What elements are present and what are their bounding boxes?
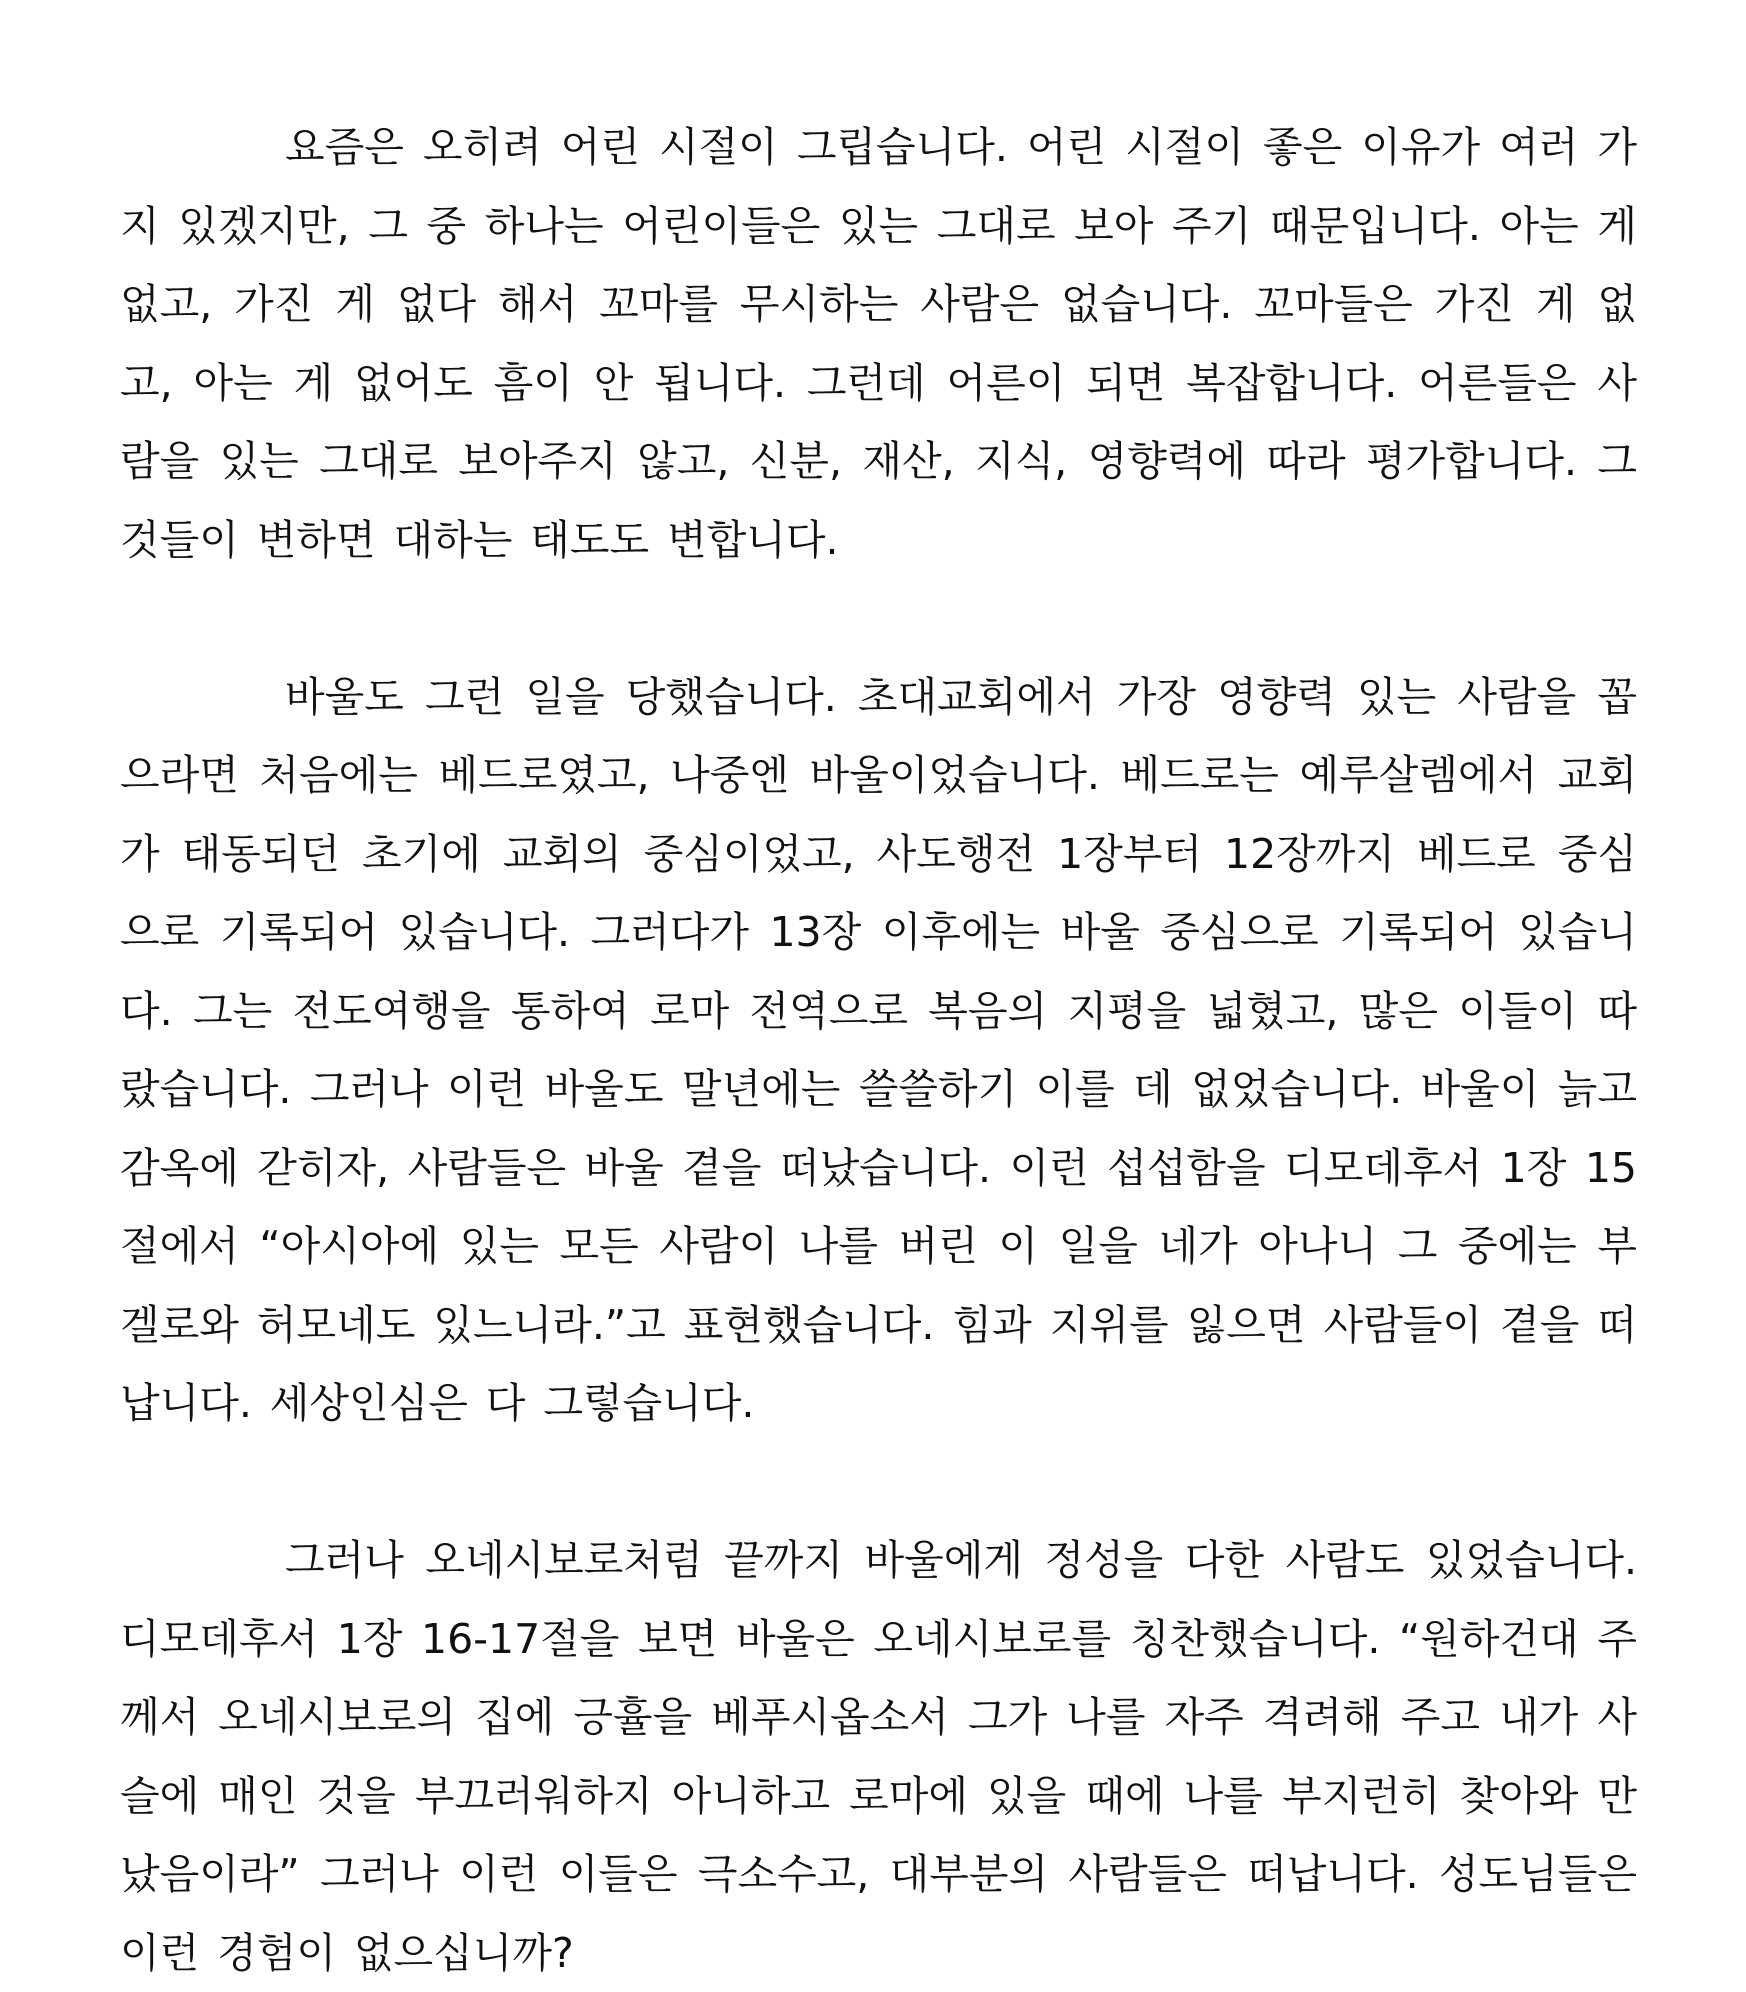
document-page [120,108,1637,1992]
paragraph-onesiphorus: 그러나 오네시보로처럼 끝까지 바울에게 정성을 다한 사람도 있었습니다. 디모데후서 1장 16-17절을 보면 바울은 오네시보로를 칭찬했습니다. “원하건대 주께서 오네시보로의 집에 긍휼을 베푸시옵소서 그가 나를 자주 격려해 주고 내가 사슬에 매인 것을 부끄러워하지 아니하고 로마에 있을 때에 나를 부지런히 찾아와 만났음이라” 그러나 이런 이들은 극소수고, 대부분의 사람들은 떠납니다. 성도님들은 이런 경험이 없으십니까? [120,1536,1637,1977]
paragraph-childhood: 요즘은 오히려 어린 시절이 그립습니다. 어린 시절이 좋은 이유가 여러 가지 있겠지만, 그 중 하나는 어린이들은 있는 그대로 보아 주기 때문입니다. 아는 게 없고, 가진 게 없다 해서 꼬마를 무시하는 사람은 없습니다. 꼬마들은 가진 게 없고, 아는 게 없어도 흠이 안 됩니다. 그런데 어른이 되면 복잡합니다. 어른들은 사람을 있는 그대로 보아주지 않고, 신분, 재산, 지식, 영향력에 따라 평가합니다. 그것들이 변하면 대하는 태도도 변합니다. [120,123,1637,564]
paragraph-paul: 바울도 그런 일을 당했습니다. 초대교회에서 가장 영향력 있는 사람을 꼽으라면 처음에는 베드로였고, 나중엔 바울이었습니다. 베드로는 예루살렘에서 교회가 태동되던 초기에 교회의 중심이었고, 사도행전 1장부터 12장까지 베드로 중심으로 기록되어 있습니다. 그러다가 13장 이후에는 바울 중심으로 기록되어 있습니다. 그는 전도여행을 통하여 로마 전역으로 복음의 지평을 넓혔고, 많은 이들이 따랐습니다. 그러나 이런 바울도 말년에는 쓸쓸하기 이를 데 없었습니다. 바울이 늙고 감옥에 갇히자, 사람들은 바울 곁을 떠났습니다. 이런 섭섭함을 디모데후서 1장 15절에서 “아시아에 있는 모든 사람이 나를 버린 이 일을 네가 아나니 그 중에는 부겔로와 허모네도 있느니라.”고 표현했습니다. 힘과 지위를 잃으면 사람들이 곁을 떠납니다. 세상인심은 다 그렇습니다. [120,672,1637,1427]
